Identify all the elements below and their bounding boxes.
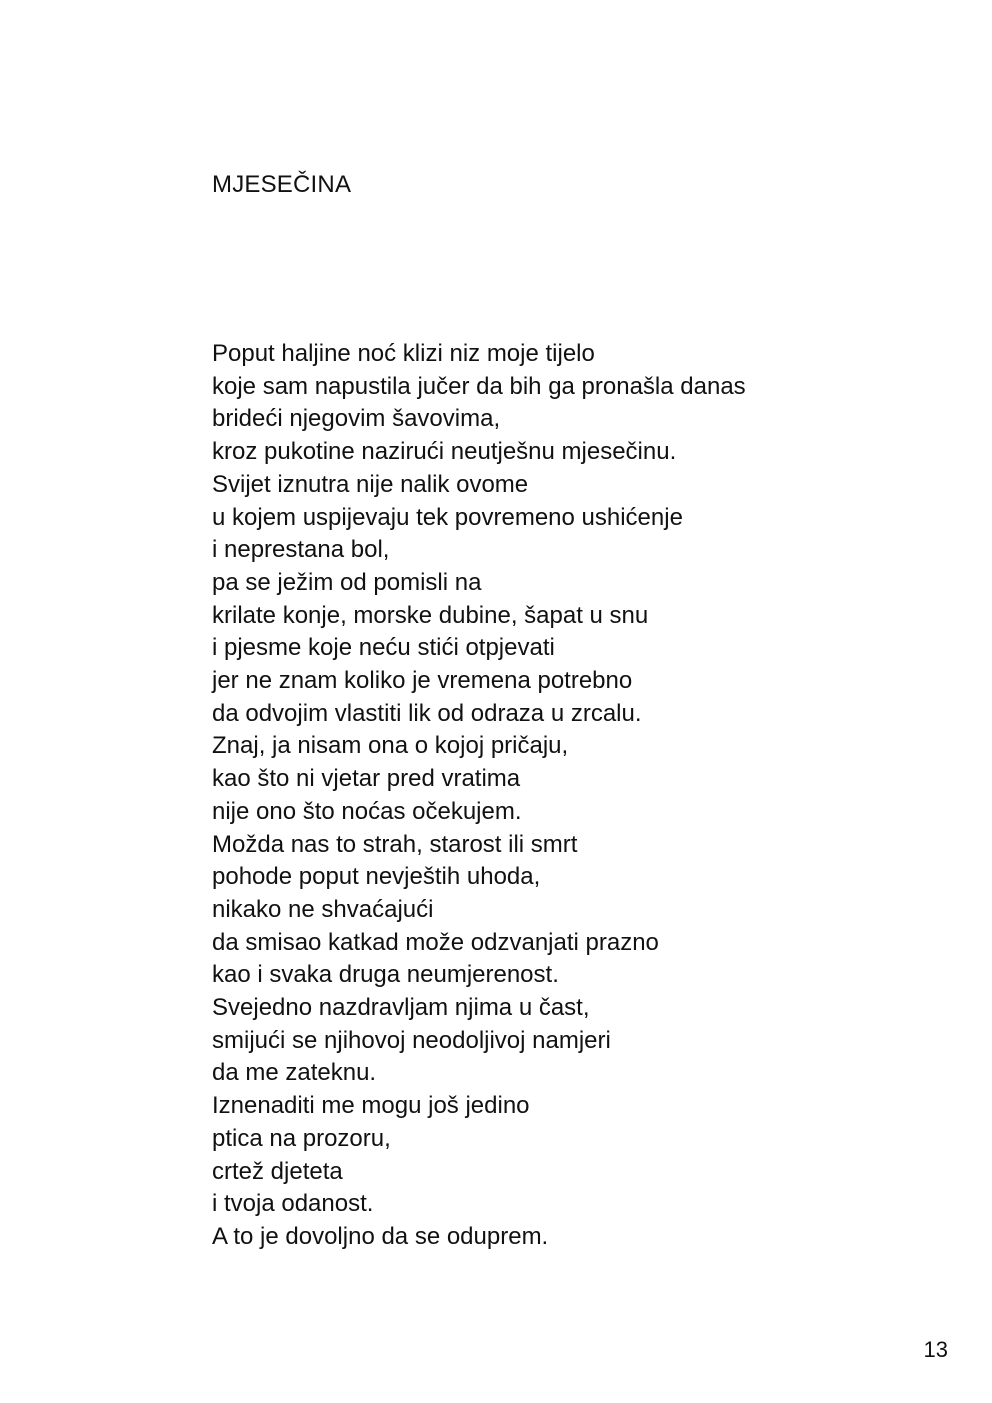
poem-line: kao što ni vjetar pred vratima xyxy=(212,765,521,793)
poem-line: Svijet iznutra nije nalik ovome xyxy=(212,470,529,498)
poem-line: da me zateknu. xyxy=(212,1059,377,1087)
page-number: 13 xyxy=(923,1337,948,1362)
poem-line: kroz pukotine nazirući neutješnu mjesečinu. xyxy=(212,438,677,466)
poem-line: Znaj, ja nisam ona o kojoj pričaju, xyxy=(212,732,569,760)
poem-line: pa se ježim od pomisli na xyxy=(212,568,482,596)
poem-line: ptica na prozoru, xyxy=(212,1124,391,1152)
poem-line: Možda nas to strah, starost ili smrt xyxy=(212,830,578,858)
poem-line: i neprestana bol, xyxy=(212,536,390,564)
poem-line: pohode poput nevještih uhoda, xyxy=(212,863,541,891)
poem-line: da smisao katkad može odzvanjati prazno xyxy=(212,928,659,956)
poem-title: MJESEČINA xyxy=(212,171,352,198)
poem-line: i tvoja odanost. xyxy=(212,1190,374,1218)
poem-line: Svejedno nazdravljam njima u čast, xyxy=(212,994,590,1022)
poem-line: nije ono što noćas očekujem. xyxy=(212,797,522,825)
poem-body xyxy=(212,338,746,1254)
poem-line: nikako ne shvaćajući xyxy=(212,895,434,923)
poem-line: Iznenaditi me mogu još jedino xyxy=(212,1092,530,1120)
poem-line: i pjesme koje neću stići otpjevati xyxy=(212,634,555,662)
poem-line: koje sam napustila jučer da bih ga pronašla danas xyxy=(212,372,746,400)
poem-line: da odvojim vlastiti lik od odraza u zrcalu. xyxy=(212,699,642,727)
poem-line: u kojem uspijevaju tek povremeno ushićenje xyxy=(212,503,683,531)
poem-line: jer ne znam koliko je vremena potrebno xyxy=(212,667,633,695)
poem-line: brideći njegovim šavovima, xyxy=(212,405,501,433)
poem-line: kao i svaka druga neumjerenost. xyxy=(212,961,559,989)
poem-line: smijući se njihovoj neodoljivoj namjeri xyxy=(212,1026,611,1054)
poem-line: krilate konje, morske dubine, šapat u snu xyxy=(212,601,649,629)
poem-line: A to je dovoljno da se oduprem. xyxy=(212,1222,549,1250)
poem-line: crtež djeteta xyxy=(212,1157,343,1185)
poem-line: Poput haljine noć klizi niz moje tijelo xyxy=(212,340,595,367)
